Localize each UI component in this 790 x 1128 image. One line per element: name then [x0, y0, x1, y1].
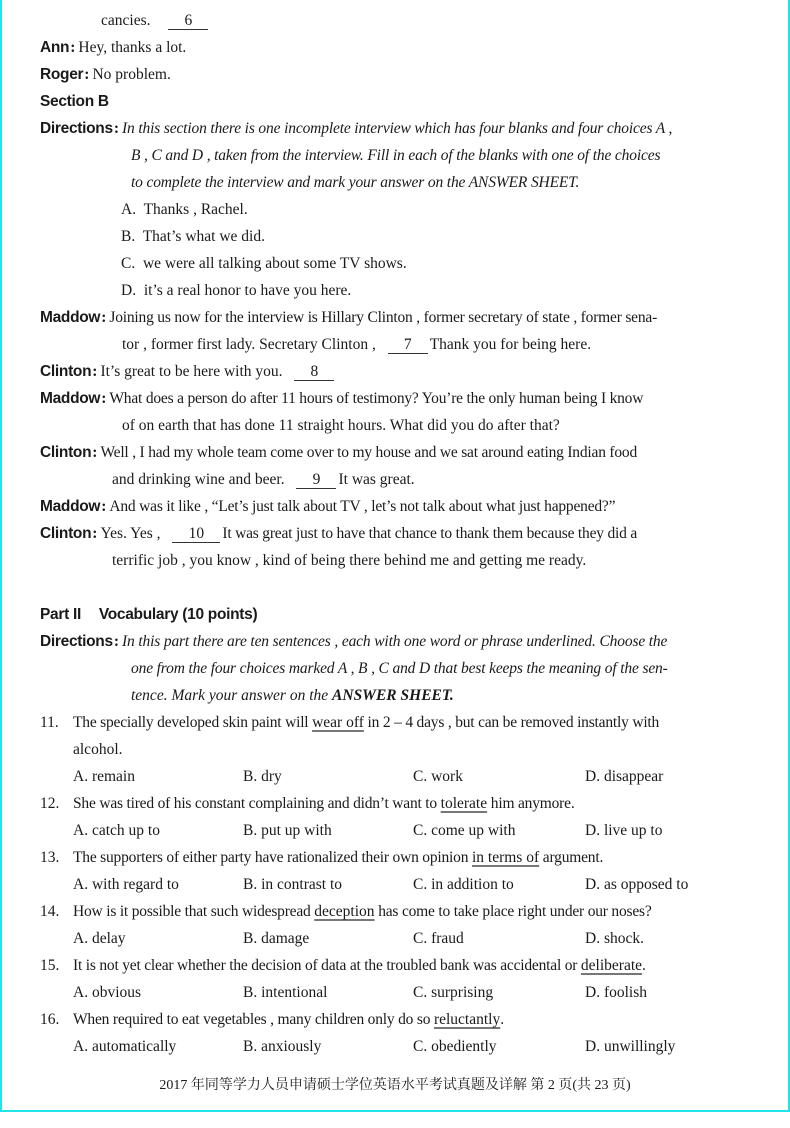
directions-label: Directions	[40, 633, 113, 650]
page-footer: 2017 年同等学力人员申请硕士学位英语水平考试真题及详解 第 2 页(共 23 页)	[159, 1078, 631, 1093]
speaker-label: Maddow	[40, 498, 101, 515]
answer-option-c[interactable]: C. come up with	[413, 822, 516, 839]
question-text: How is it possible that such widespread	[73, 903, 315, 920]
question-stem	[40, 956, 646, 976]
part-title: Vocabulary (10 points)	[98, 606, 258, 623]
directions-text: tence. Mark your answer on the	[131, 687, 329, 704]
directions-text-line	[131, 686, 454, 706]
answer-option-a[interactable]: A. catch up to	[73, 822, 160, 839]
answer-blank-7: 7	[388, 336, 428, 354]
speaker-label: Maddow	[40, 390, 101, 407]
dialogue-text: Hey, thanks a lot.	[78, 39, 187, 56]
directions-line	[40, 119, 672, 139]
colon: :	[113, 633, 119, 650]
part-label: Part II	[40, 606, 81, 623]
question-text: .	[642, 957, 646, 974]
dialogue-line	[40, 443, 637, 463]
answer-option-b[interactable]: B. damage	[243, 930, 310, 947]
question-text: has come to take place right under our noses?	[374, 903, 652, 920]
dialogue-text: What does a person do after 11 hours of testimony? You’re the only human being I know	[109, 390, 644, 407]
choice-text: Thanks , Rachel.	[143, 201, 248, 218]
answer-option-b[interactable]: B. dry	[243, 768, 282, 785]
choice-item	[121, 200, 248, 220]
choice-item	[121, 254, 407, 274]
dialogue-text: It was great.	[338, 471, 415, 488]
speaker-label: Roger	[40, 66, 84, 83]
dialogue-continuation: of on earth that has done 11 straight hours. What did you do after that?	[122, 417, 560, 434]
dialogue-line	[40, 497, 615, 517]
underlined-term: reluctantly	[433, 1011, 501, 1028]
colon: :	[92, 525, 98, 542]
choice-letter: D.	[121, 282, 137, 299]
question-text: in 2 – 4 days , but can be removed instantly with	[363, 714, 660, 731]
choice-item	[121, 227, 265, 247]
choice-text: we were all talking about some TV shows.	[142, 255, 407, 272]
question-continuation: alcohol.	[73, 741, 123, 758]
dialogue-line	[40, 65, 171, 85]
question-text: him anymore.	[487, 795, 575, 812]
speaker-label: Maddow	[40, 309, 101, 326]
dialogue-text: tor , former first lady. Secretary Clinton ,	[122, 336, 376, 353]
colon: :	[92, 444, 98, 461]
colon: :	[84, 66, 90, 83]
question-number: 12.	[40, 795, 60, 812]
colon: :	[113, 120, 119, 137]
answer-option-c[interactable]: C. in addition to	[413, 876, 514, 893]
answer-option-a[interactable]: A. with regard to	[73, 876, 179, 893]
directions-text: to complete the interview and mark your answer on the ANSWER SHEET.	[131, 174, 580, 191]
directions-text: one from the four choices marked A , B , C and D that best keeps the meaning of the sen-	[131, 660, 668, 677]
dialogue-line	[40, 38, 186, 58]
choice-item	[121, 281, 351, 301]
question-text: The specially developed skin paint will	[73, 714, 313, 731]
speaker-label: Clinton	[40, 363, 92, 380]
colon: :	[70, 39, 76, 56]
question-number: 13.	[40, 849, 60, 866]
colon: :	[101, 309, 107, 326]
choice-text: That’s what we did.	[142, 228, 265, 245]
dialogue-line	[40, 362, 336, 382]
dialogue-text: And was it like , “Let’s just talk about TV , let’s not talk about what just happened?”	[109, 498, 616, 515]
question-text: argument.	[539, 849, 604, 866]
question-number: 11.	[40, 714, 59, 731]
answer-blank-9: 9	[296, 471, 336, 489]
directions-text: In this section there is one incomplete interview which has four blanks and four choices A ,	[121, 120, 673, 137]
directions-text: In this part there are ten sentences , each with one word or phrase underlined. Choose the	[121, 633, 668, 650]
question-text: The supporters of either party have rationalized their own opinion	[73, 849, 472, 866]
choice-letter: C.	[121, 255, 136, 272]
dialogue-continuation: terrific job , you know , kind of being there behind me and getting me ready.	[112, 552, 587, 569]
colon: :	[92, 363, 98, 380]
choice-text: it’s a real honor to have you here.	[143, 282, 352, 299]
directions-label: Directions	[40, 120, 113, 137]
dialogue-continuation	[101, 11, 210, 31]
speaker-label: Clinton	[40, 525, 92, 542]
answer-blank-8: 8	[294, 363, 334, 381]
dialogue-text: Yes. Yes ,	[100, 525, 161, 542]
answer-blank-6: 6	[168, 12, 208, 30]
question-text: It is not yet clear whether the decision of data at the troubled bank was accidental or	[73, 957, 581, 974]
dialogue-text: Well , I had my whole team come over to my house and we sat around eating Indian food	[100, 444, 638, 461]
answer-option-d[interactable]: D. foolish	[585, 984, 647, 1001]
dialogue-text: It’s great to be here with you.	[100, 363, 283, 380]
question-stem	[40, 902, 652, 922]
part-heading	[40, 605, 257, 625]
answer-option-d[interactable]: D. shock.	[585, 930, 644, 947]
section-heading: Section B	[40, 93, 109, 110]
speaker-label: Ann	[40, 39, 70, 56]
dialogue-line	[40, 524, 637, 544]
question-stem	[40, 848, 603, 868]
question-text: She was tired of his constant complaining and didn’t want to	[73, 795, 441, 812]
continuation-text: cancies.	[101, 12, 151, 29]
question-number: 15.	[40, 957, 60, 974]
answer-option-d[interactable]: D. live up to	[585, 822, 663, 839]
answer-option-b[interactable]: B. put up with	[243, 822, 332, 839]
directions-line	[40, 632, 667, 652]
question-stem	[40, 1010, 504, 1030]
answer-option-a[interactable]: A. automatically	[73, 1038, 177, 1055]
underlined-term: deliberate	[580, 957, 643, 974]
underlined-term: tolerate	[440, 795, 488, 812]
answer-option-b[interactable]: B. in contrast to	[243, 876, 343, 893]
directions-text: B , C and D , taken from the interview. Fill in each of the blanks with one of the choices	[131, 147, 661, 164]
answer-option-c[interactable]: C. obediently	[413, 1038, 497, 1055]
dialogue-continuation	[112, 470, 415, 490]
underlined-term: deception	[314, 903, 375, 920]
dialogue-text: Thank you for being here.	[429, 336, 592, 353]
answer-option-a[interactable]: A. obvious	[73, 984, 142, 1001]
colon: :	[101, 498, 107, 515]
question-stem	[40, 713, 659, 733]
dialogue-text: No problem.	[92, 66, 171, 83]
speaker-label: Clinton	[40, 444, 92, 461]
dialogue-text: Joining us now for the interview is Hillary Clinton , former secretary of state , former sena-	[109, 309, 658, 326]
answer-option-b[interactable]: B. intentional	[243, 984, 328, 1001]
answer-option-a[interactable]: A. delay	[73, 930, 126, 947]
dialogue-text: and drinking wine and beer.	[112, 471, 285, 488]
question-text: .	[500, 1011, 504, 1028]
colon: :	[101, 390, 107, 407]
dialogue-continuation	[122, 335, 591, 355]
answer-option-d[interactable]: D. unwillingly	[585, 1038, 676, 1055]
answer-option-a[interactable]: A. remain	[73, 768, 135, 785]
underlined-term: in terms of	[471, 849, 540, 866]
answer-sheet-emphasis: ANSWER SHEET.	[332, 687, 454, 704]
dialogue-line	[40, 389, 643, 409]
answer-option-c[interactable]: C. fraud	[413, 930, 464, 947]
question-text: When required to eat vegetables , many children only do so	[73, 1011, 434, 1028]
answer-option-d[interactable]: D. as opposed to	[585, 876, 689, 893]
question-number: 14.	[40, 903, 60, 920]
dialogue-line	[40, 308, 657, 328]
question-stem	[40, 794, 575, 814]
answer-option-c[interactable]: C. work	[413, 768, 463, 785]
answer-option-d[interactable]: D. disappear	[585, 768, 664, 785]
dialogue-text: It was great just to have that chance to thank them because they did a	[222, 525, 638, 542]
choice-letter: B.	[121, 228, 136, 245]
answer-blank-10: 10	[172, 525, 220, 543]
choice-letter: A.	[121, 201, 137, 218]
answer-option-b[interactable]: B. anxiously	[243, 1038, 322, 1055]
question-number: 16.	[40, 1011, 60, 1028]
underlined-term: wear off	[312, 714, 364, 731]
answer-option-c[interactable]: C. surprising	[413, 984, 494, 1001]
